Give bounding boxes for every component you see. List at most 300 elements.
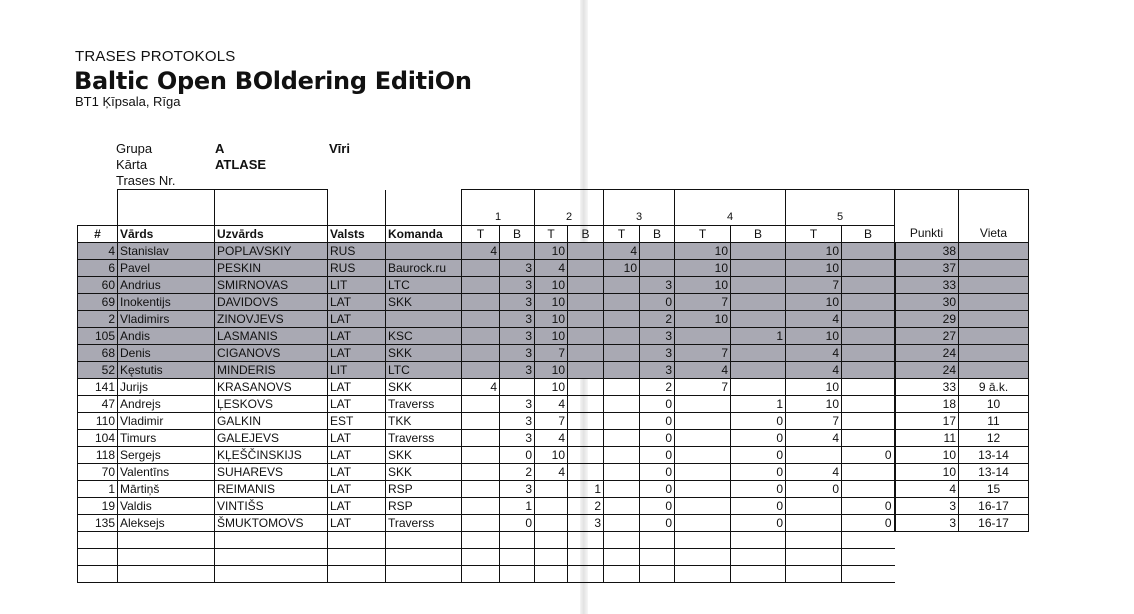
empty-header-cell (78, 190, 118, 226)
route-1-bonus-cell: 3 (500, 481, 535, 498)
empty-cell (328, 532, 386, 549)
route-3-bonus-cell: 3 (640, 277, 675, 294)
empty-cell (118, 549, 215, 566)
route-3-bonus-cell: 0 (640, 294, 675, 311)
route-3-top-cell (604, 430, 640, 447)
route-2-top-cell: 10 (535, 311, 568, 328)
empty-cell (386, 532, 462, 549)
points-cell: 10 (895, 464, 959, 481)
empty-cell (568, 566, 604, 583)
points-cell: 10 (895, 447, 959, 464)
route-2-bonus-cell (568, 430, 604, 447)
route-2-bonus-cell: 2 (568, 498, 604, 515)
first-name-cell: Vladimirs (118, 311, 215, 328)
route-5-top-cell: 10 (786, 396, 842, 413)
route-3-bonus-cell: 0 (640, 413, 675, 430)
empty-cell (535, 549, 568, 566)
col-komanda-header: Komanda (386, 226, 462, 243)
place-cell: 12 (959, 430, 1029, 447)
competitor-number: 52 (78, 362, 118, 379)
empty-cell (78, 532, 118, 549)
points-cell: 38 (895, 243, 959, 260)
table-row (78, 396, 1029, 413)
table-row (78, 311, 1029, 328)
col-vards-header: Vārds (118, 226, 215, 243)
competitor-number: 4 (78, 243, 118, 260)
first-name-cell: Sergejs (118, 447, 215, 464)
points-cell: 3 (895, 498, 959, 515)
first-name-cell: Timurs (118, 430, 215, 447)
route-3-top-cell (604, 311, 640, 328)
table-row (78, 498, 1029, 515)
table-row (78, 277, 1029, 294)
empty-cell (500, 566, 535, 583)
country-cell: LIT (328, 362, 386, 379)
col-punkti-header: Punkti (895, 226, 959, 243)
points-cell: 18 (895, 396, 959, 413)
route-1-bonus-cell (500, 379, 535, 396)
route-4-top-cell (675, 515, 731, 532)
last-name-cell: POPLAVSKIY (215, 243, 328, 260)
route-2-top-cell: 4 (535, 430, 568, 447)
empty-cell (386, 566, 462, 583)
empty-cell (842, 532, 895, 549)
competitor-number: 68 (78, 345, 118, 362)
route-3-top-cell (604, 498, 640, 515)
route-5-bonus-cell (842, 413, 895, 430)
route-1-top-cell (462, 413, 500, 430)
route-4-top-cell (675, 481, 731, 498)
route-5-bonus-cell (842, 379, 895, 396)
route-2-top-cell: 4 (535, 396, 568, 413)
empty-cell (568, 532, 604, 549)
col-t-header: T (786, 226, 842, 243)
route-3-bonus-cell: 0 (640, 430, 675, 447)
last-name-cell: SUHAREVS (215, 464, 328, 481)
route-5-bonus-cell (842, 311, 895, 328)
route-4-top-cell: 10 (675, 311, 731, 328)
route-3-bonus-cell: 2 (640, 311, 675, 328)
team-cell: LTC (386, 277, 462, 294)
empty-cell (786, 549, 842, 566)
route-3-top-cell (604, 413, 640, 430)
last-name-cell: DAVIDOVS (215, 294, 328, 311)
empty-row (78, 532, 1029, 549)
route-5-bonus-cell (842, 362, 895, 379)
route-2-header: 2 (535, 190, 604, 226)
route-2-bonus-cell: 3 (568, 515, 604, 532)
empty-cell (786, 532, 842, 549)
route-1-bonus-cell: 0 (500, 447, 535, 464)
table-row (78, 379, 1029, 396)
empty-cell (215, 532, 328, 549)
empty-header-cell (386, 190, 462, 226)
route-3-top-cell (604, 447, 640, 464)
table-row (78, 362, 1029, 379)
route-4-top-cell: 7 (675, 379, 731, 396)
route-4-top-cell (675, 413, 731, 430)
team-cell (386, 243, 462, 260)
route-2-top-cell (535, 515, 568, 532)
first-name-cell: Inokentijs (118, 294, 215, 311)
empty-cell (959, 532, 1029, 549)
route-2-bonus-cell (568, 447, 604, 464)
route-5-bonus-cell: 0 (842, 447, 895, 464)
route-3-top-cell (604, 294, 640, 311)
empty-cell (640, 532, 675, 549)
route-1-bonus-cell: 3 (500, 396, 535, 413)
place-cell: 16-17 (959, 498, 1029, 515)
first-name-cell: Pavel (118, 260, 215, 277)
place-cell (959, 328, 1029, 345)
route-2-bonus-cell (568, 311, 604, 328)
points-cell: 33 (895, 277, 959, 294)
col-b-header: B (568, 226, 604, 243)
points-cell: 4 (895, 481, 959, 498)
empty-cell (462, 566, 500, 583)
team-cell: Traverss (386, 515, 462, 532)
route-2-top-cell (535, 481, 568, 498)
team-cell: SKK (386, 447, 462, 464)
route-2-bonus-cell (568, 396, 604, 413)
country-cell: LAT (328, 311, 386, 328)
first-name-cell: Vladimir (118, 413, 215, 430)
place-cell (959, 294, 1029, 311)
team-cell: SKK (386, 294, 462, 311)
route-4-bonus-cell: 0 (731, 481, 786, 498)
place-cell: 16-17 (959, 515, 1029, 532)
route-3-top-cell (604, 328, 640, 345)
route-1-bonus-cell: 3 (500, 328, 535, 345)
competitor-number: 118 (78, 447, 118, 464)
place-cell: 11 (959, 413, 1029, 430)
grupa-extra: Vīri (329, 141, 350, 156)
country-cell: EST (328, 413, 386, 430)
route-1-top-cell (462, 447, 500, 464)
team-cell: SKK (386, 379, 462, 396)
country-cell: LAT (328, 481, 386, 498)
route-1-top-cell (462, 260, 500, 277)
route-4-bonus-cell (731, 294, 786, 311)
route-3-top-cell (604, 396, 640, 413)
empty-cell (215, 566, 328, 583)
route-2-bonus-cell: 1 (568, 481, 604, 498)
column-header-row (78, 226, 1029, 243)
route-3-top-cell (604, 464, 640, 481)
route-3-bonus-cell: 3 (640, 345, 675, 362)
first-name-cell: Mārtiņš (118, 481, 215, 498)
competitor-number: 47 (78, 396, 118, 413)
points-cell: 11 (895, 430, 959, 447)
route-5-top-cell: 10 (786, 294, 842, 311)
empty-cell (675, 532, 731, 549)
empty-cell (568, 549, 604, 566)
route-1-top-cell (462, 464, 500, 481)
route-2-top-cell: 4 (535, 260, 568, 277)
route-2-top-cell: 10 (535, 277, 568, 294)
route-4-bonus-cell (731, 260, 786, 277)
route-5-bonus-cell (842, 328, 895, 345)
place-cell: 13-14 (959, 464, 1029, 481)
route-2-bonus-cell (568, 260, 604, 277)
route-1-bonus-cell: 3 (500, 277, 535, 294)
empty-cell (328, 549, 386, 566)
col-b-header: B (500, 226, 535, 243)
country-cell: RUS (328, 243, 386, 260)
team-cell: TKK (386, 413, 462, 430)
route-5-top-cell (786, 498, 842, 515)
route-1-bonus-cell: 3 (500, 260, 535, 277)
route-3-bonus-cell: 3 (640, 362, 675, 379)
route-2-top-cell: 10 (535, 328, 568, 345)
empty-cell (328, 566, 386, 583)
country-cell: RUS (328, 260, 386, 277)
page-title: Baltic Open BOldering EditiOn (74, 67, 472, 95)
empty-cell (118, 566, 215, 583)
route-5-top-cell: 4 (786, 464, 842, 481)
points-cell: 30 (895, 294, 959, 311)
points-cell: 3 (895, 515, 959, 532)
table-row (78, 515, 1029, 532)
route-5-top-cell: 7 (786, 413, 842, 430)
route-5-top-cell: 10 (786, 243, 842, 260)
team-cell: RSP (386, 481, 462, 498)
empty-cell (78, 566, 118, 583)
table-row (78, 413, 1029, 430)
empty-cell (604, 566, 640, 583)
route-4-bonus-cell: 0 (731, 498, 786, 515)
competitor-number: 1 (78, 481, 118, 498)
route-2-top-cell: 7 (535, 345, 568, 362)
route-1-bonus-cell: 2 (500, 464, 535, 481)
route-1-bonus-cell: 3 (500, 362, 535, 379)
table-row (78, 430, 1029, 447)
col-valsts-header: Valsts (328, 226, 386, 243)
first-name-cell: Jurijs (118, 379, 215, 396)
table-row (78, 328, 1029, 345)
route-4-bonus-cell (731, 277, 786, 294)
points-cell: 29 (895, 311, 959, 328)
col-t-header: T (535, 226, 568, 243)
route-1-bonus-cell: 0 (500, 515, 535, 532)
route-5-bonus-cell (842, 294, 895, 311)
points-cell: 17 (895, 413, 959, 430)
route-4-top-cell (675, 396, 731, 413)
route-4-top-cell (675, 464, 731, 481)
results-table (77, 189, 1029, 583)
route-1-top-cell (462, 345, 500, 362)
route-2-bonus-cell (568, 294, 604, 311)
route-3-top-cell (604, 481, 640, 498)
last-name-cell: ĻESKOVS (215, 396, 328, 413)
route-4-bonus-cell: 1 (731, 328, 786, 345)
competitor-number: 60 (78, 277, 118, 294)
col-t-header: T (604, 226, 640, 243)
empty-header-cell (215, 190, 328, 226)
competitor-number: 19 (78, 498, 118, 515)
points-cell: 37 (895, 260, 959, 277)
empty-cell (842, 566, 895, 583)
route-2-top-cell: 10 (535, 362, 568, 379)
route-3-top-cell: 10 (604, 260, 640, 277)
last-name-cell: VINTIŠS (215, 498, 328, 515)
route-1-top-cell (462, 498, 500, 515)
points-cell: 27 (895, 328, 959, 345)
empty-cell (731, 549, 786, 566)
protocol-label: TRASES PROTOKOLS (75, 48, 236, 65)
team-cell: RSP (386, 498, 462, 515)
competitor-number: 110 (78, 413, 118, 430)
route-1-bonus-cell: 3 (500, 294, 535, 311)
route-3-top-cell: 4 (604, 243, 640, 260)
route-3-bonus-cell: 0 (640, 396, 675, 413)
place-cell: 13-14 (959, 447, 1029, 464)
route-3-top-cell (604, 277, 640, 294)
route-5-bonus-cell (842, 430, 895, 447)
team-cell: SKK (386, 464, 462, 481)
col-num-header: # (78, 226, 118, 243)
route-4-bonus-cell: 0 (731, 430, 786, 447)
route-4-top-cell: 4 (675, 362, 731, 379)
country-cell: LAT (328, 464, 386, 481)
team-cell: Traverss (386, 430, 462, 447)
place-cell (959, 345, 1029, 362)
route-1-bonus-cell: 3 (500, 311, 535, 328)
route-5-top-cell: 10 (786, 328, 842, 345)
route-1-top-cell (462, 311, 500, 328)
team-cell: KSC (386, 328, 462, 345)
route-3-top-cell (604, 379, 640, 396)
karta-value: ATLASE (215, 157, 267, 172)
first-name-cell: Valentīns (118, 464, 215, 481)
competitor-number: 135 (78, 515, 118, 532)
route-4-bonus-cell (731, 243, 786, 260)
table-row (78, 294, 1029, 311)
route-5-bonus-cell (842, 243, 895, 260)
country-cell: LAT (328, 430, 386, 447)
empty-cell (535, 532, 568, 549)
route-4-bonus-cell: 0 (731, 413, 786, 430)
trases-label: Trases Nr. (116, 173, 176, 188)
empty-cell (604, 532, 640, 549)
route-4-top-cell: 7 (675, 294, 731, 311)
route-5-header: 5 (786, 190, 895, 226)
empty-cell (675, 549, 731, 566)
route-5-bonus-cell (842, 481, 895, 498)
empty-cell (895, 532, 959, 549)
team-cell: Traverss (386, 396, 462, 413)
route-3-top-cell (604, 515, 640, 532)
country-cell: LAT (328, 379, 386, 396)
route-2-bonus-cell (568, 345, 604, 362)
route-5-top-cell: 4 (786, 345, 842, 362)
col-vieta-header: Vieta (959, 226, 1029, 243)
last-name-cell: ŠMUKTOMOVS (215, 515, 328, 532)
route-1-bonus-cell: 3 (500, 413, 535, 430)
team-cell (386, 311, 462, 328)
route-5-bonus-cell (842, 260, 895, 277)
first-name-cell: Stanislav (118, 243, 215, 260)
route-4-bonus-cell (731, 311, 786, 328)
team-cell: Baurock.ru (386, 260, 462, 277)
route-5-top-cell (786, 447, 842, 464)
route-5-bonus-cell (842, 345, 895, 362)
empty-cell (895, 549, 959, 566)
route-5-top-cell: 7 (786, 277, 842, 294)
empty-cell (675, 566, 731, 583)
empty-cell (535, 566, 568, 583)
col-t-header: T (462, 226, 500, 243)
empty-cell (731, 566, 786, 583)
route-2-bonus-cell (568, 464, 604, 481)
route-3-bonus-cell: 3 (640, 328, 675, 345)
route-5-bonus-cell: 0 (842, 498, 895, 515)
route-5-top-cell: 0 (786, 481, 842, 498)
route-3-bonus-cell: 0 (640, 481, 675, 498)
route-1-top-cell (462, 294, 500, 311)
country-cell: LAT (328, 294, 386, 311)
place-cell (959, 277, 1029, 294)
empty-cell (842, 549, 895, 566)
table-row (78, 464, 1029, 481)
points-cell: 24 (895, 362, 959, 379)
route-1-bonus-cell (500, 243, 535, 260)
route-4-top-cell (675, 447, 731, 464)
first-name-cell: Aleksejs (118, 515, 215, 532)
route-4-top-cell (675, 328, 731, 345)
route-3-bonus-cell: 0 (640, 515, 675, 532)
country-cell: LAT (328, 396, 386, 413)
place-cell: 15 (959, 481, 1029, 498)
empty-cell (215, 549, 328, 566)
competitor-number: 70 (78, 464, 118, 481)
route-1-top-cell (462, 328, 500, 345)
route-3-header: 3 (604, 190, 675, 226)
grupa-label: Grupa (116, 141, 153, 156)
last-name-cell: KRASANOVS (215, 379, 328, 396)
last-name-cell: CIGANOVS (215, 345, 328, 362)
route-2-bonus-cell (568, 328, 604, 345)
route-1-top-cell: 4 (462, 243, 500, 260)
country-cell: LIT (328, 277, 386, 294)
route-5-top-cell: 4 (786, 311, 842, 328)
table-row (78, 481, 1029, 498)
karta-label: Kārta (116, 157, 148, 172)
empty-cell (731, 532, 786, 549)
team-cell: SKK (386, 345, 462, 362)
last-name-cell: GALEJEVS (215, 430, 328, 447)
route-3-bonus-cell (640, 243, 675, 260)
route-3-bonus-cell: 0 (640, 464, 675, 481)
route-2-bonus-cell (568, 243, 604, 260)
route-4-top-cell: 7 (675, 345, 731, 362)
table-row (78, 345, 1029, 362)
route-3-bonus-cell: 0 (640, 498, 675, 515)
team-cell: LTC (386, 362, 462, 379)
col-b-header: B (731, 226, 786, 243)
route-2-top-cell: 4 (535, 464, 568, 481)
route-4-top-cell: 10 (675, 277, 731, 294)
last-name-cell: KĻEŠČINSKIJS (215, 447, 328, 464)
competitor-number: 104 (78, 430, 118, 447)
location-label: BT1 Ķīpsala, Rīga (75, 94, 181, 109)
route-2-top-cell: 7 (535, 413, 568, 430)
route-2-bonus-cell (568, 277, 604, 294)
place-cell: 9 ā.k. (959, 379, 1029, 396)
col-b-header: B (842, 226, 895, 243)
empty-header-cell (118, 190, 215, 226)
route-1-bonus-cell: 3 (500, 430, 535, 447)
